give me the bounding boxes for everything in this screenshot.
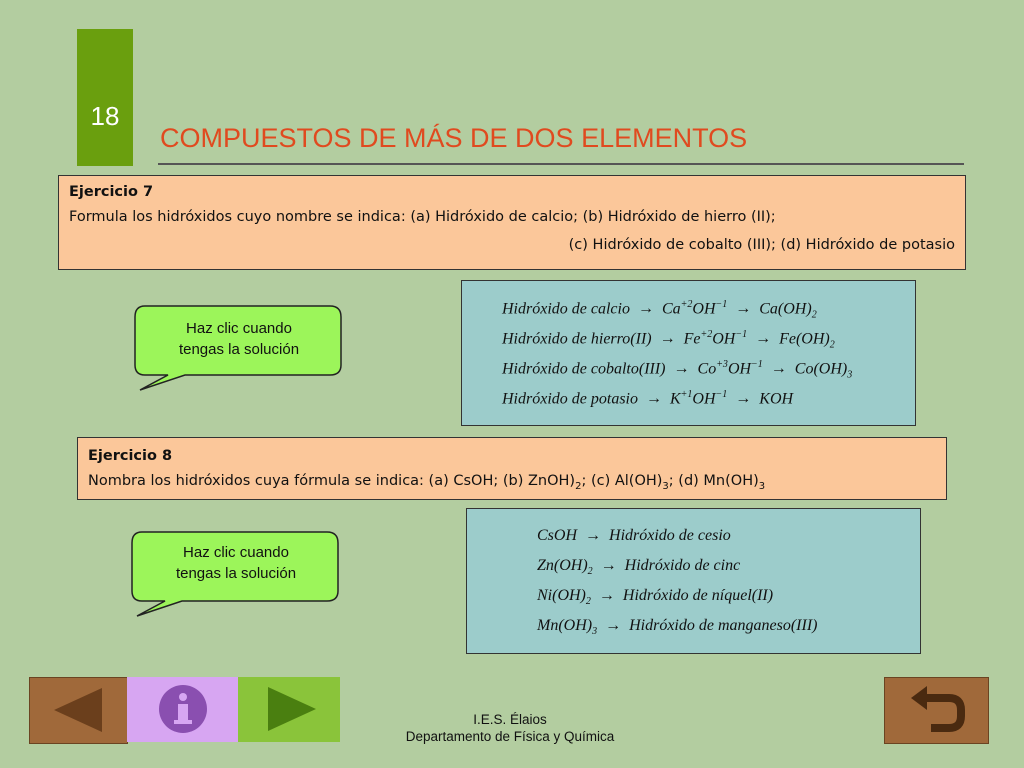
arrow-icon: →	[770, 360, 787, 378]
exercise-8-solution-row	[537, 587, 773, 607]
compound-name: Hidróxido de cesio	[609, 527, 731, 544]
arrow-icon: →	[735, 300, 752, 318]
exercise-8-sub-b: 3	[662, 480, 669, 492]
exercise-8-sub-c: 3	[758, 480, 766, 492]
arrow-icon: →	[605, 617, 622, 634]
formula-subscript: 2	[811, 309, 817, 321]
arrow-icon: →	[659, 330, 676, 348]
formula-subscript: 3	[592, 626, 598, 638]
compound-name: Hidróxido de manganeso(III)	[629, 617, 818, 634]
arrow-icon: →	[735, 390, 752, 408]
exercise-7-solution-box	[461, 280, 916, 426]
compound-name: Hidróxido de cobalto(III)	[502, 360, 666, 378]
cation-charge: +2	[680, 299, 693, 310]
cation-charge: +1	[680, 389, 693, 400]
formula-subscript: 3	[847, 369, 853, 381]
compound-name: Hidróxido de cinc	[624, 557, 741, 574]
compound-name: Hidróxido de níquel(II)	[622, 587, 774, 604]
arrow-icon: →	[755, 330, 772, 348]
arrow-icon: →	[646, 390, 662, 408]
anion: OH	[727, 360, 752, 378]
hint-bubble-1-text[interactable]	[140, 318, 338, 360]
formula-subscript: 2	[585, 596, 591, 608]
page-title: COMPUESTOS DE MÁS DE DOS ELEMENTOS	[160, 123, 748, 153]
exercise-7-line1: Formula los hidróxidos cuyo nombre se indica: (a) Hidróxido de calcio; (b) Hidróxido de hierro (II);	[69, 209, 776, 225]
footer	[320, 711, 700, 745]
formula: Mn(OH)	[537, 617, 593, 634]
exercise-8-statement	[88, 468, 936, 500]
cation: Ca	[661, 300, 681, 318]
arrow-icon: →	[637, 300, 654, 318]
anion: OH	[692, 300, 716, 318]
cation-charge: +2	[700, 329, 713, 340]
slide-number: 18	[90, 101, 120, 131]
compound-name: Hidróxido de potasio	[502, 390, 638, 408]
formula: KOH	[759, 390, 794, 408]
arrow-icon: →	[673, 360, 690, 378]
hint-1-line1: Haz clic cuando	[186, 320, 292, 337]
exercise-7-solution-row	[502, 359, 852, 381]
formula: Ca(OH)	[759, 300, 812, 318]
exercise-8-solution-row	[537, 617, 818, 637]
exercise-8-solution-row	[537, 527, 731, 547]
footer-school: I.E.S. Élaios	[473, 712, 547, 727]
hint-2-line1: Haz clic cuando	[183, 544, 289, 561]
anion: OH	[712, 330, 736, 348]
return-icon	[885, 678, 988, 743]
anion-charge: −1	[715, 299, 728, 310]
info-button[interactable]	[127, 677, 238, 742]
prev-arrow-icon	[30, 678, 127, 743]
cation-charge: +3	[716, 359, 728, 370]
arrow-icon: →	[598, 587, 615, 604]
prev-slide-button[interactable]	[29, 677, 128, 744]
formula: Ni(OH)	[537, 587, 586, 604]
formula: Fe(OH)	[779, 330, 830, 348]
formula: Zn(OH)	[537, 557, 588, 574]
exercise-7-solution-row	[502, 329, 835, 351]
exercise-8-text-a: Nombra los hidróxidos cuya fórmula se indica: (a) CsOH; (b) ZnOH)	[88, 473, 576, 489]
footer-department: Departamento de Física y Química	[405, 729, 615, 744]
compound-name: Hidróxido de calcio	[502, 300, 630, 318]
formula-subscript: 2	[829, 339, 835, 351]
anion-charge: −1	[751, 359, 763, 370]
exercise-7-solution-row	[502, 299, 817, 321]
exercise-8-sub-a: 2	[575, 480, 582, 492]
exercise-7-box	[58, 175, 966, 270]
exercise-8-text-c: ; (d) Mn(OH)	[668, 473, 759, 489]
formula: CsOH	[537, 527, 578, 544]
anion: OH	[692, 390, 716, 408]
exercise-7-heading: Ejercicio 7	[69, 184, 154, 200]
formula-subscript: 2	[587, 566, 593, 578]
info-icon	[127, 677, 238, 742]
hint-2-line2: tengas la solución	[175, 565, 297, 582]
cation: Co	[697, 360, 717, 378]
exercise-8-solution-box	[466, 508, 921, 654]
exercise-7-solution-row	[502, 389, 793, 411]
hint-1-line2: tengas la solución	[178, 341, 300, 358]
cation: Fe	[683, 330, 701, 348]
arrow-icon: →	[585, 527, 602, 544]
exercise-8-heading: Ejercicio 8	[88, 448, 173, 464]
compound-name: Hidróxido de hierro(II)	[502, 330, 652, 348]
exercise-8-solution-row	[537, 557, 740, 577]
hint-bubble-2-text[interactable]	[137, 542, 335, 584]
arrow-icon: →	[600, 557, 617, 574]
exercise-7-line2: (c) Hidróxido de cobalto (III); (d) Hidróxido de potasio	[568, 237, 955, 253]
anion-charge: −1	[715, 389, 728, 400]
return-button[interactable]	[884, 677, 989, 744]
exercise-8-text-b: ; (c) Al(OH)	[581, 473, 663, 489]
cation: K	[670, 390, 681, 408]
formula: Co(OH)	[794, 360, 848, 378]
exercise-8-box	[77, 437, 947, 500]
anion-charge: −1	[735, 329, 748, 340]
title-divider	[158, 163, 964, 165]
